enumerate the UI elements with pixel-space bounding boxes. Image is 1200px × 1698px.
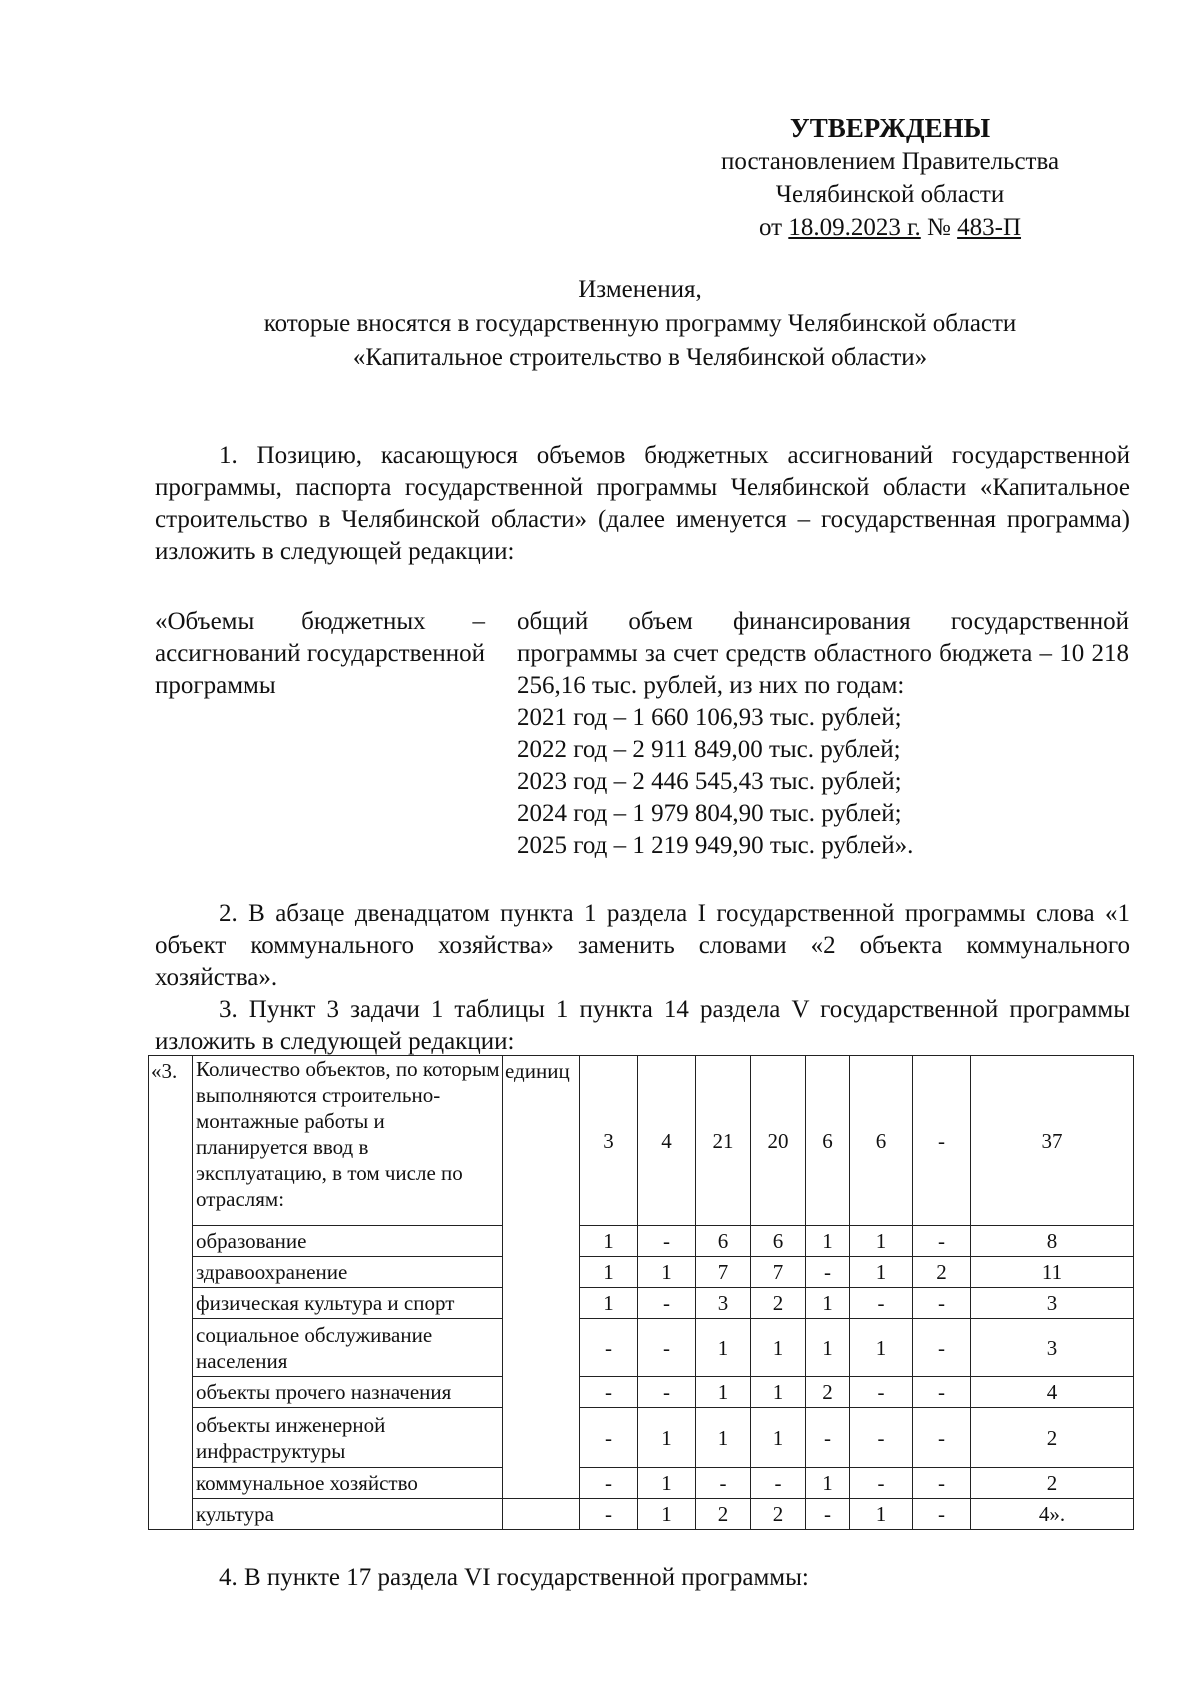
value-cell: - (806, 1257, 850, 1288)
item-3-paragraph: 3. Пункт 3 задачи 1 таблицы 1 пункта 14 раздела V государственной программы изложить в следующей редакции: (155, 996, 1130, 1055)
value-cell: 1 (806, 1288, 850, 1319)
value-cell: 3 (580, 1056, 638, 1226)
value-cell: - (913, 1408, 971, 1468)
value-cell: - (580, 1377, 638, 1408)
value-cell: 1 (580, 1288, 638, 1319)
unit-cell: единиц (503, 1056, 580, 1499)
value-cell: - (638, 1288, 696, 1319)
value-cell: 1 (751, 1319, 806, 1377)
value-cell: 20 (751, 1056, 806, 1226)
value-cell: 3 (971, 1319, 1134, 1377)
approval-line-2: Челябинской области (775, 181, 1005, 208)
value-cell: 1 (806, 1468, 850, 1499)
allocation-years (517, 702, 1129, 862)
value-cell: 1 (850, 1319, 913, 1377)
value-cell: 1 (580, 1226, 638, 1257)
title-line-1: Изменения, (578, 276, 702, 303)
sector-name: социальное обслуживание населения (193, 1319, 503, 1377)
sector-name: физическая культура и спорт (193, 1288, 503, 1319)
value-cell: - (806, 1499, 850, 1530)
approval-stamp (640, 112, 1140, 244)
sector-name: объекты прочего назначения (193, 1377, 503, 1408)
value-cell: 2 (971, 1408, 1134, 1468)
allocation-year-2023: 2023 год – 2 446 545,43 тыс. рублей; (517, 768, 902, 795)
unit-cell-empty (503, 1499, 580, 1530)
table-row (149, 1319, 1134, 1377)
value-cell: 1 (806, 1226, 850, 1257)
value-cell: 37 (971, 1056, 1134, 1226)
approval-date-line (640, 211, 1140, 244)
approval-line-1: постановлением Правительства (720, 148, 1060, 175)
value-cell: 1 (638, 1499, 696, 1530)
value-cell: - (580, 1319, 638, 1377)
value-cell: 1 (696, 1377, 751, 1408)
sector-name: культура (193, 1499, 503, 1530)
value-cell: - (913, 1056, 971, 1226)
value-cell: 1 (580, 1257, 638, 1288)
value-cell: - (913, 1319, 971, 1377)
value-cell: 2 (751, 1499, 806, 1530)
approval-date: 18.09.2023 г. (788, 214, 921, 241)
approval-number-prefix: № (927, 214, 951, 241)
indicator-name: Количество объектов, по которым выполняются строительно-монтажные работы и планируется ввод в эксплуатацию, в том числе по отраслям: (193, 1056, 503, 1226)
allocation-details (517, 606, 1129, 862)
approval-number: 483-П (957, 214, 1022, 241)
value-cell: - (806, 1408, 850, 1468)
value-cell: - (580, 1499, 638, 1530)
value-cell: 1 (696, 1408, 751, 1468)
value-cell: 2 (971, 1468, 1134, 1499)
value-cell: - (696, 1468, 751, 1499)
value-cell: 2 (806, 1377, 850, 1408)
sector-name: коммунальное хозяйство (193, 1468, 503, 1499)
allocation-year-2024: 2024 год – 1 979 804,90 тыс. рублей; (517, 800, 902, 827)
value-cell: - (913, 1288, 971, 1319)
value-cell: - (850, 1377, 913, 1408)
value-cell: 7 (751, 1257, 806, 1288)
approval-heading: УТВЕРЖДЕНЫ (789, 113, 991, 143)
value-cell: 6 (850, 1056, 913, 1226)
item-2-paragraph: 2. В абзаце двенадцатом пункта 1 раздела I государственной программы слова «1 объект коммунального хозяйства» заменить словами «2 объекта коммунального хозяйства». (155, 900, 1130, 991)
value-cell: - (850, 1288, 913, 1319)
value-cell: 1 (638, 1408, 696, 1468)
value-cell: 2 (913, 1257, 971, 1288)
table-row (149, 1288, 1134, 1319)
value-cell: 11 (971, 1257, 1134, 1288)
value-cell: - (580, 1408, 638, 1468)
value-cell: 3 (971, 1288, 1134, 1319)
value-cell: 6 (806, 1056, 850, 1226)
sector-name: объекты инженерной инфраструктуры (193, 1408, 503, 1468)
sector-name: здравоохранение (193, 1257, 503, 1288)
table-row (149, 1499, 1134, 1530)
allocation-year-2021: 2021 год – 1 660 106,93 тыс. рублей; (517, 704, 902, 731)
value-cell: - (638, 1226, 696, 1257)
value-cell: - (751, 1468, 806, 1499)
item-4-paragraph: 4. В пункте 17 раздела VI государственной программы: (219, 1564, 809, 1591)
table-row (149, 1377, 1134, 1408)
document-title (150, 273, 1130, 375)
value-cell: - (638, 1377, 696, 1408)
value-cell: 6 (751, 1226, 806, 1257)
value-cell: 1 (850, 1226, 913, 1257)
value-cell: 7 (696, 1257, 751, 1288)
value-cell: 1 (751, 1377, 806, 1408)
allocation-year-2025: 2025 год – 1 219 949,90 тыс. рублей». (517, 832, 914, 859)
value-cell: 4 (971, 1377, 1134, 1408)
table-row (149, 1257, 1134, 1288)
row-number-cell: «3. (149, 1056, 193, 1499)
value-cell: - (913, 1499, 971, 1530)
item-1-paragraph: 1. Позицию, касающуюся объемов бюджетных ассигнований государственной программы, паспорта государственной программы Челябинской области «Капитальное строительство в Челябинской области» (далее именуется – государственная программа) изложить в следующей редакции: (155, 442, 1130, 565)
value-cell: 1 (638, 1468, 696, 1499)
row-number-cell-empty (149, 1499, 193, 1530)
value-cell: - (913, 1226, 971, 1257)
allocation-label: «Объемы бюджетных – ассигнований государственной программы (155, 608, 485, 699)
value-cell: 1 (696, 1319, 751, 1377)
value-cell: - (850, 1408, 913, 1468)
sector-name: образование (193, 1226, 503, 1257)
table-row (149, 1226, 1134, 1257)
value-cell: 1 (850, 1257, 913, 1288)
value-cell: - (913, 1468, 971, 1499)
value-cell: 1 (850, 1499, 913, 1530)
table-row (149, 1468, 1134, 1499)
value-cell: 2 (751, 1288, 806, 1319)
value-cell: 1 (806, 1319, 850, 1377)
value-cell: 1 (751, 1408, 806, 1468)
value-cell: 21 (696, 1056, 751, 1226)
table-row (149, 1408, 1134, 1468)
indicators-table (148, 1055, 1134, 1530)
value-cell: - (913, 1377, 971, 1408)
allocation-total: общий объем финансирования государственной программы за счет средств областного бюджета – 10 218 256,16 тыс. рублей, из них по годам: (517, 608, 1129, 699)
value-cell: 3 (696, 1288, 751, 1319)
value-cell: 2 (696, 1499, 751, 1530)
title-line-2: которые вносятся в государственную программу Челябинской области (263, 310, 1017, 337)
value-cell: - (850, 1468, 913, 1499)
value-cell: 4». (971, 1499, 1134, 1530)
value-cell: - (580, 1468, 638, 1499)
value-cell: 4 (638, 1056, 696, 1226)
value-cell: 8 (971, 1226, 1134, 1257)
value-cell: 6 (696, 1226, 751, 1257)
value-cell: 1 (638, 1257, 696, 1288)
approval-date-prefix: от (758, 214, 783, 241)
value-cell: - (638, 1319, 696, 1377)
table-row (149, 1056, 1134, 1226)
allocation-year-2022: 2022 год – 2 911 849,00 тыс. рублей; (517, 736, 901, 763)
title-line-3: «Капитальное строительство в Челябинской области» (352, 344, 928, 371)
